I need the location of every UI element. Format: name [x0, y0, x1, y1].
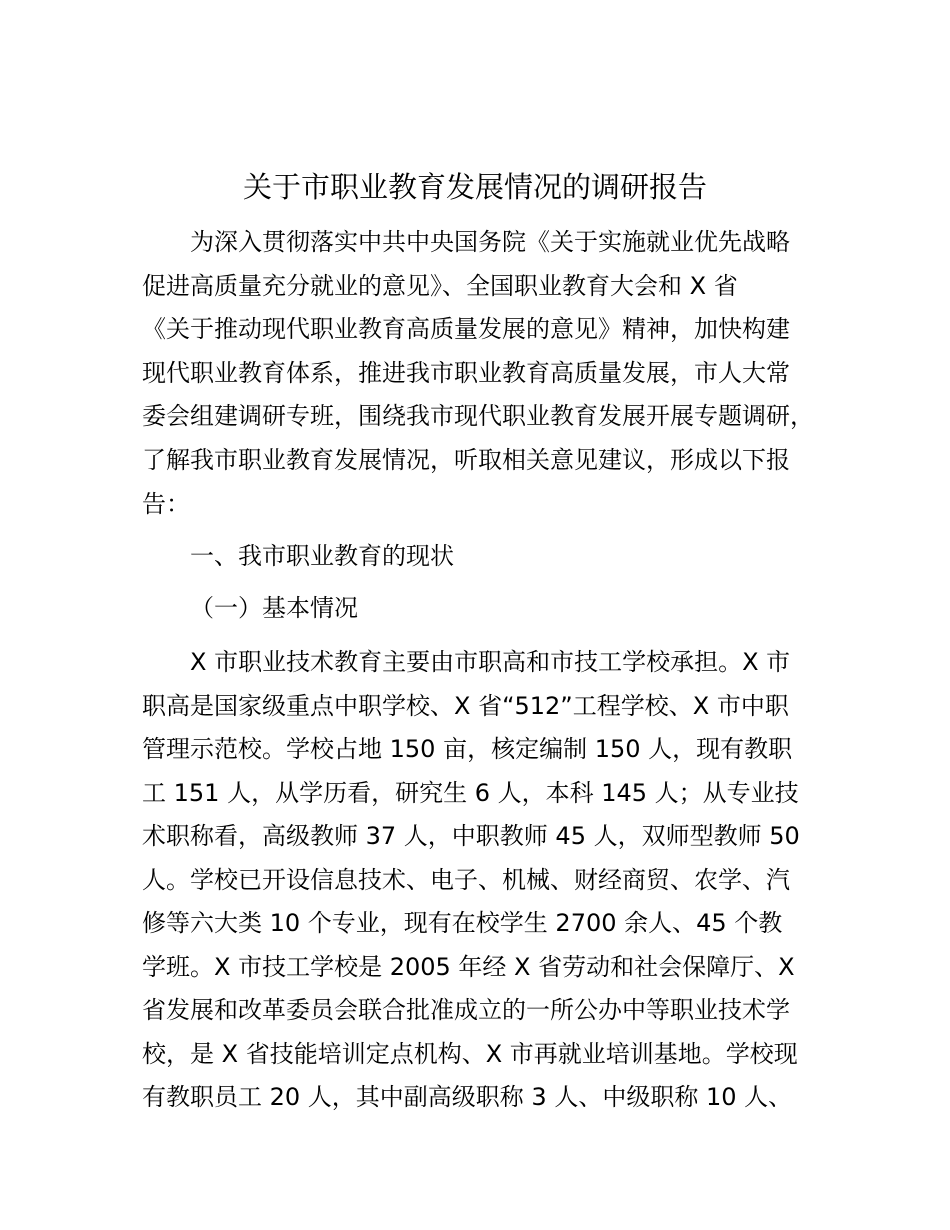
paragraph-line: 学班。X 市技工学校是 2005 年经 X 省劳动和社会保障厅、X [142, 953, 795, 981]
paragraph-line: 术职称看，高级教师 37 人，中职教师 45 人，双师型教师 50 [142, 822, 800, 850]
paragraph-line: 促进高质量充分就业的意见》、全国职业教育大会和 X 省 [142, 272, 738, 300]
paragraph-line: 《关于推动现代职业教育高质量发展的意见》精神，加快构建 [142, 315, 790, 343]
paragraph-line: 修等六大类 10 个专业，现有在校学生 2700 余人、45 个教 [142, 909, 783, 937]
paragraph-line: 校，是 X 省技能培训定点机构、X 市再就业培训基地。学校现 [142, 1040, 798, 1068]
section-heading: 一、我市职业教育的现状 [190, 542, 454, 570]
paragraph-line: 职高是国家级重点中职学校、X 省“512”工程学校、X 市中职 [142, 692, 789, 720]
paragraph-line: 人。学校已开设信息技术、电子、机械、财经商贸、农学、汽 [142, 866, 790, 894]
document-title: 关于市职业教育发展情况的调研报告 [242, 170, 707, 204]
paragraph-line: 为深入贯彻落实中共中央国务院《关于实施就业优先战略 [190, 228, 790, 256]
paragraph-line: 管理示范校。学校占地 150 亩，核定编制 150 人，现有教职 [142, 735, 793, 763]
paragraph-line: 委会组建调研专班，围绕我市现代职业教育发展开展专题调研， [142, 402, 814, 430]
paragraph-line: X 市职业技术教育主要由市职高和市技工学校承担。X 市 [190, 648, 791, 676]
paragraph-line: 有教职员工 20 人，其中副高级职称 3 人、中级职称 10 人、 [142, 1083, 793, 1111]
paragraph-line: 告： [142, 490, 190, 518]
paragraph-line: 现代职业教育体系，推进我市职业教育高质量发展，市人大常 [142, 359, 790, 387]
paragraph-line: 省发展和改革委员会联合批准成立的一所公办中等职业技术学 [142, 996, 790, 1024]
paragraph-line: 了解我市职业教育发展情况，听取相关意见建议，形成以下报 [142, 446, 790, 474]
paragraph-line: 工 151 人，从学历看，研究生 6 人，本科 145 人；从专业技 [142, 779, 799, 807]
subsection-heading: （一）基本情况 [190, 594, 358, 622]
